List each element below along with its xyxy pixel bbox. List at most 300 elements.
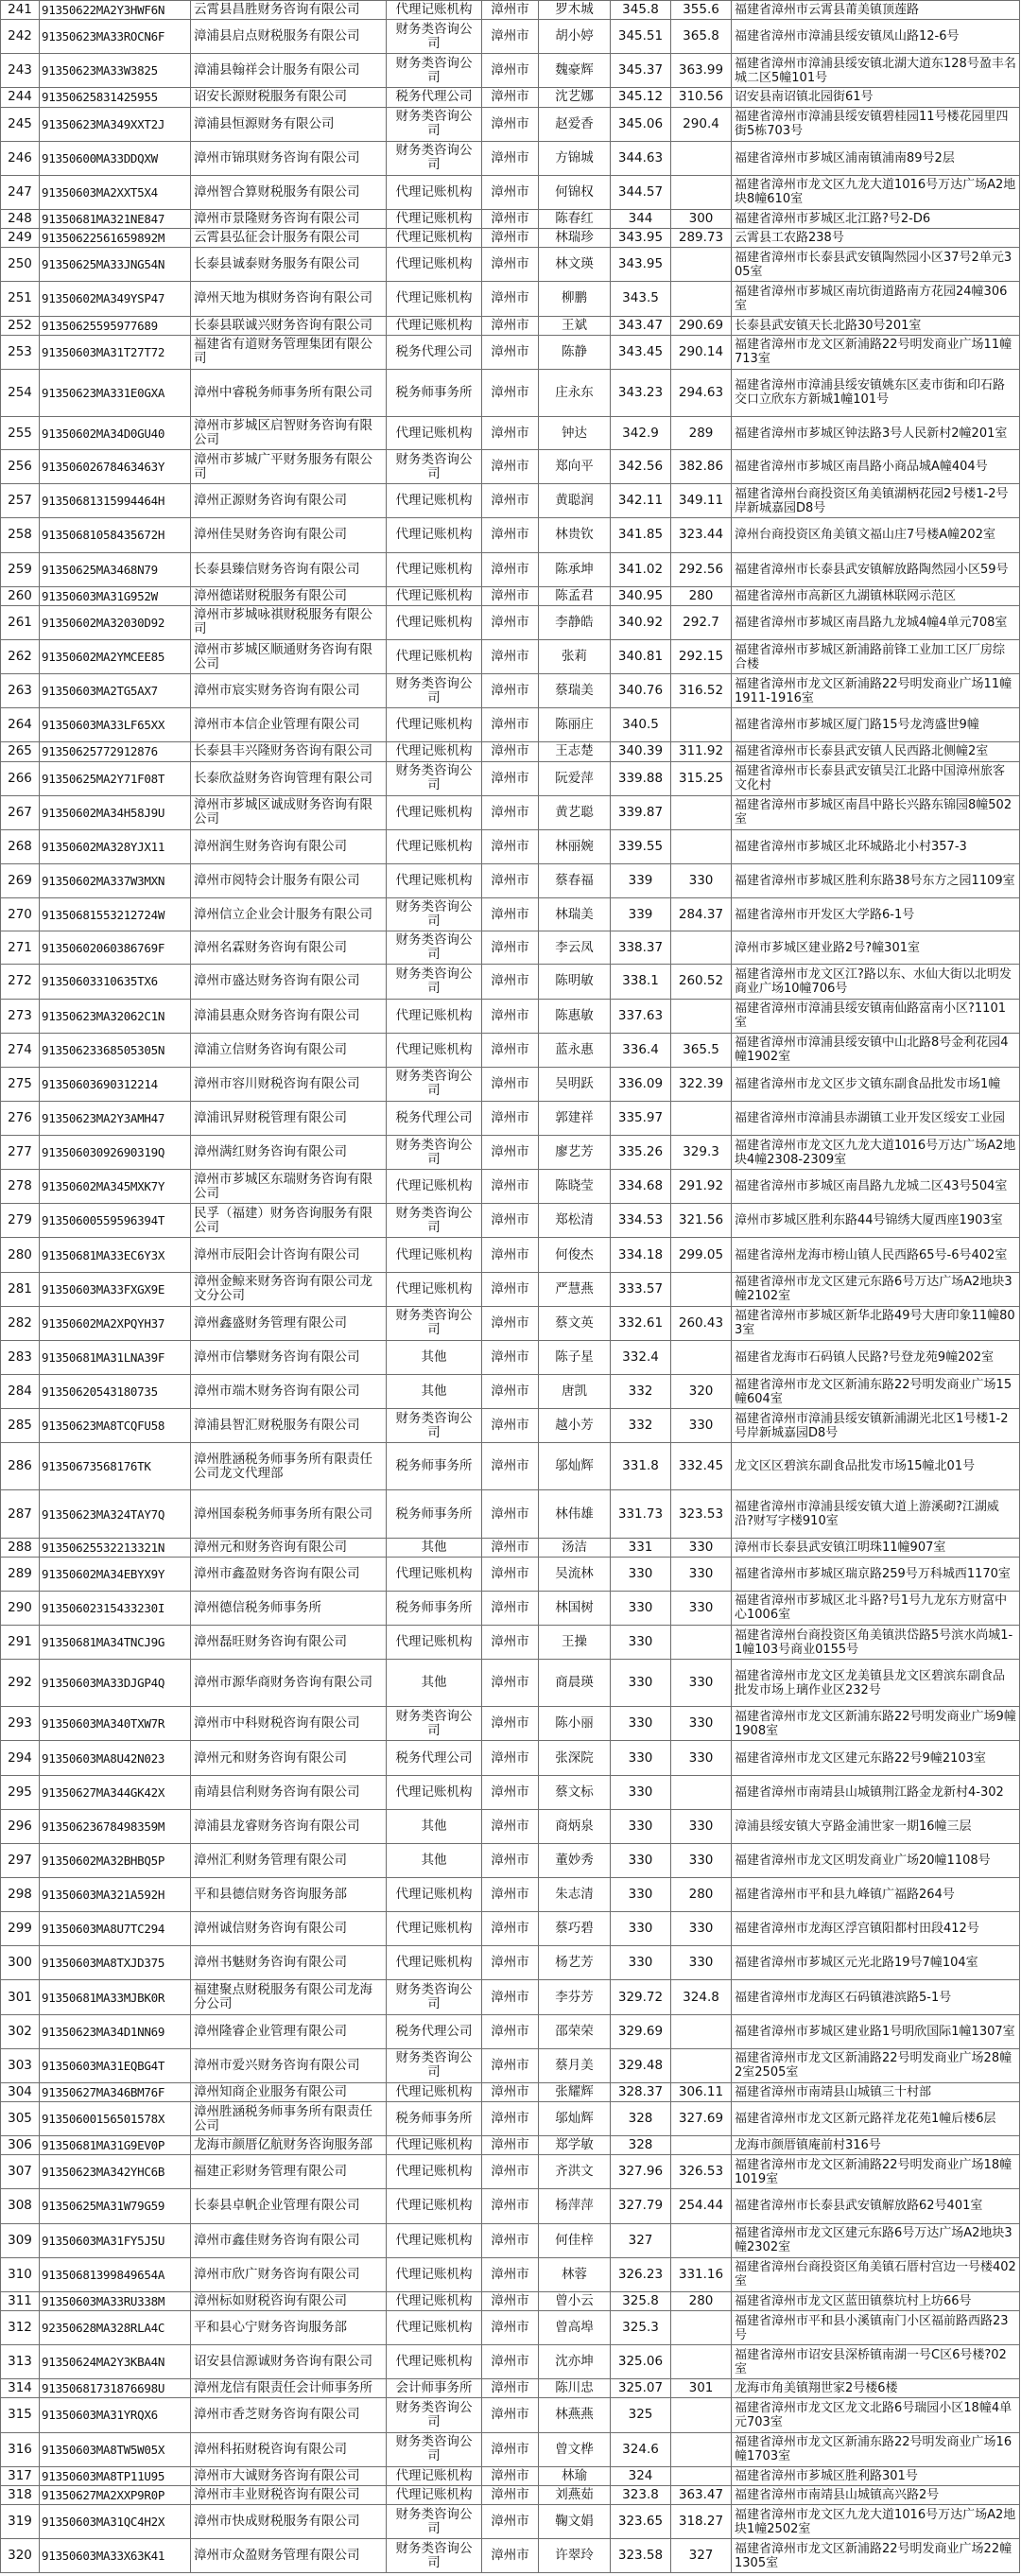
agency-type-cell: 财务类咨询公司 bbox=[387, 20, 482, 54]
score-secondary-cell: 365.8 bbox=[671, 20, 732, 54]
address-cell: 长泰县武安镇天长北路30号201室 bbox=[732, 316, 1020, 335]
agency-type-cell: 财务类咨询公司 bbox=[387, 2048, 482, 2082]
score-primary-cell: 342.11 bbox=[611, 484, 671, 518]
city-cell: 漳州市 bbox=[482, 2539, 539, 2573]
table-row bbox=[1, 2345, 1020, 2379]
score-primary-cell: 330 bbox=[611, 1557, 671, 1591]
table-row bbox=[1, 107, 1020, 141]
agency-type-cell: 代理记账机构 bbox=[387, 708, 482, 742]
contact-person-cell: 陈承坤 bbox=[539, 552, 611, 586]
address-cell: 福建省漳州市龙文区龙美镇县龙文区碧滨东副食品批发市场上璃作业区232号 bbox=[732, 1660, 1020, 1707]
score-primary-cell: 326.23 bbox=[611, 2257, 671, 2291]
agency-type-cell: 代理记账机构 bbox=[387, 2485, 482, 2504]
agency-type-cell: 财务类咨询公司 bbox=[387, 54, 482, 88]
score-secondary-cell bbox=[671, 2345, 732, 2379]
score-primary-cell: 344.63 bbox=[611, 141, 671, 175]
table-row bbox=[1, 2398, 1020, 2432]
score-secondary-cell: 331.16 bbox=[671, 2257, 732, 2291]
contact-person-cell: 陈静 bbox=[539, 335, 611, 369]
credit-code-cell: 91350623MA32062C1N bbox=[40, 999, 191, 1033]
contact-person-cell: 沈亦坤 bbox=[539, 2345, 611, 2379]
city-cell: 漳州市 bbox=[482, 209, 539, 228]
credit-code-cell: 91350603MA8TW5W05X bbox=[40, 2432, 191, 2466]
row-index-cell: 278 bbox=[1, 1170, 40, 1204]
score-primary-cell: 332 bbox=[611, 1409, 671, 1443]
address-cell: 福建省漳州市芗城区北环城路北小村357-3 bbox=[732, 829, 1020, 863]
credit-code-cell: 91350681MA31G9EV0P bbox=[40, 2136, 191, 2155]
credit-code-cell: 91350603MA33DJGP4Q bbox=[40, 1660, 191, 1707]
company-name-cell: 漳州佳昊财务咨询有限公司 bbox=[191, 518, 387, 552]
city-cell: 漳州市 bbox=[482, 2014, 539, 2048]
credit-code-cell: 91350625772912876 bbox=[40, 742, 191, 761]
score-secondary-cell bbox=[671, 141, 732, 175]
company-name-cell: 漳州市辰阳会计咨询有限公司 bbox=[191, 1238, 387, 1272]
company-name-cell: 漳州市端木财务咨询有限公司 bbox=[191, 1375, 387, 1409]
address-cell: 福建省漳州市龙文区建元东路6号万达广场A2地块3幢2102室 bbox=[732, 1272, 1020, 1306]
score-primary-cell: 336.4 bbox=[611, 1033, 671, 1067]
score-primary-cell: 324 bbox=[611, 2466, 671, 2485]
row-index-cell: 312 bbox=[1, 2310, 40, 2344]
table-row bbox=[1, 1809, 1020, 1843]
agency-type-cell: 代理记账机构 bbox=[387, 863, 482, 897]
city-cell: 漳州市 bbox=[482, 282, 539, 316]
score-secondary-cell bbox=[671, 1626, 732, 1660]
company-name-cell: 漳州市欣广财务咨询有限公司 bbox=[191, 2257, 387, 2291]
row-index-cell: 281 bbox=[1, 1272, 40, 1306]
company-name-cell: 漳州市源华商财务咨询有限公司 bbox=[191, 1660, 387, 1707]
score-secondary-cell: 327.69 bbox=[671, 2102, 732, 2136]
score-secondary-cell: 301 bbox=[671, 2379, 732, 2398]
city-cell: 漳州市 bbox=[482, 2223, 539, 2257]
score-primary-cell: 342.56 bbox=[611, 450, 671, 484]
score-secondary-cell: 321.56 bbox=[671, 1204, 732, 1238]
row-index-cell: 301 bbox=[1, 1980, 40, 2014]
score-primary-cell: 330 bbox=[611, 1809, 671, 1843]
score-secondary-cell: 330 bbox=[671, 1591, 732, 1625]
company-name-cell: 漳浦县龙睿财务咨询有限公司 bbox=[191, 1809, 387, 1843]
score-primary-cell: 345.37 bbox=[611, 54, 671, 88]
agency-type-cell: 税务师事务所 bbox=[387, 2102, 482, 2136]
score-secondary-cell: 330 bbox=[671, 1660, 732, 1707]
agency-type-cell: 税务代理公司 bbox=[387, 88, 482, 107]
row-index-cell: 310 bbox=[1, 2257, 40, 2291]
address-cell: 福建省漳州市龙文区新浦东路22号明发商业广场16幢1703室 bbox=[732, 2432, 1020, 2466]
agency-type-cell: 其他 bbox=[387, 1660, 482, 1707]
row-index-cell: 276 bbox=[1, 1101, 40, 1135]
company-name-cell: 云霄县弘征会计服务有限公司 bbox=[191, 229, 387, 248]
company-name-cell: 漳浦县翰祥会计服务有限公司 bbox=[191, 54, 387, 88]
credit-code-cell: 91350625532213321N bbox=[40, 1538, 191, 1557]
agency-type-cell: 代理记账机构 bbox=[387, 2345, 482, 2379]
credit-code-cell: 91350603MA31QC4H2X bbox=[40, 2504, 191, 2538]
table-row bbox=[1, 2485, 1020, 2504]
score-primary-cell: 330 bbox=[611, 1912, 671, 1946]
city-cell: 漳州市 bbox=[482, 2189, 539, 2223]
table-row bbox=[1, 2257, 1020, 2291]
company-name-cell: 漳浦讯昇财税管理有限公司 bbox=[191, 1101, 387, 1135]
company-name-cell: 漳州市芗城区顺通财务咨询有限公司 bbox=[191, 639, 387, 673]
score-secondary-cell bbox=[671, 2014, 732, 2048]
table-row bbox=[1, 2102, 1020, 2136]
company-name-cell: 漳州市芗城咏祺财税服务有限公司 bbox=[191, 605, 387, 639]
address-cell: 福建省漳州市漳浦县绥安镇碧桂园11号楼花园里四街5栋703号 bbox=[732, 107, 1020, 141]
table-row bbox=[1, 450, 1020, 484]
credit-code-cell: 91350623MA8TCQFU58 bbox=[40, 1409, 191, 1443]
address-cell: 福建省漳州市龙海区浮宫镇阳都村田段412号 bbox=[732, 1912, 1020, 1946]
score-primary-cell: 341.85 bbox=[611, 518, 671, 552]
score-secondary-cell: 382.86 bbox=[671, 450, 732, 484]
table-row bbox=[1, 1741, 1020, 1775]
contact-person-cell: 林伟雄 bbox=[539, 1490, 611, 1538]
company-name-cell: 漳州润生财务咨询有限公司 bbox=[191, 829, 387, 863]
score-secondary-cell: 280 bbox=[671, 2291, 732, 2310]
agency-type-cell: 财务类咨询公司 bbox=[387, 2398, 482, 2432]
row-index-cell: 285 bbox=[1, 1409, 40, 1443]
credit-code-cell: 91350603690312214 bbox=[40, 1067, 191, 1101]
address-cell: 福建省漳州市漳浦县绥安镇中山北路8号金利花园4幢1902室 bbox=[732, 1033, 1020, 1067]
contact-person-cell: 王操 bbox=[539, 1626, 611, 1660]
agency-type-cell: 财务类咨询公司 bbox=[387, 674, 482, 708]
table-body bbox=[1, 1, 1020, 2573]
contact-person-cell: 齐洪文 bbox=[539, 2155, 611, 2189]
address-cell: 福建省漳州市长泰县武安镇吴江北路中国漳州旅客文化村 bbox=[732, 761, 1020, 795]
row-index-cell: 271 bbox=[1, 931, 40, 965]
score-primary-cell: 345.06 bbox=[611, 107, 671, 141]
score-primary-cell: 323.65 bbox=[611, 2504, 671, 2538]
row-index-cell: 280 bbox=[1, 1238, 40, 1272]
table-row bbox=[1, 416, 1020, 449]
score-secondary-cell: 320 bbox=[671, 1375, 732, 1409]
row-index-cell: 315 bbox=[1, 2398, 40, 2432]
credit-code-cell: 91350681731876698U bbox=[40, 2379, 191, 2398]
credit-code-cell: 91350602MA34D0GU40 bbox=[40, 416, 191, 449]
table-row bbox=[1, 708, 1020, 742]
credit-code-cell: 91350603MA31YRQX6 bbox=[40, 2398, 191, 2432]
agency-type-cell: 其他 bbox=[387, 1809, 482, 1843]
city-cell: 漳州市 bbox=[482, 2432, 539, 2466]
row-index-cell: 319 bbox=[1, 2504, 40, 2538]
company-name-cell: 长泰县诚泰财务服务有限公司 bbox=[191, 248, 387, 282]
table-row bbox=[1, 1878, 1020, 1912]
city-cell: 漳州市 bbox=[482, 2398, 539, 2432]
row-index-cell: 248 bbox=[1, 209, 40, 228]
agency-type-cell: 税务师事务所 bbox=[387, 1490, 482, 1538]
score-primary-cell: 343.47 bbox=[611, 316, 671, 335]
table-row bbox=[1, 1626, 1020, 1660]
row-index-cell: 243 bbox=[1, 54, 40, 88]
score-primary-cell: 345.51 bbox=[611, 20, 671, 54]
credit-code-cell: 91350681MA33EC6Y3X bbox=[40, 1238, 191, 1272]
company-name-cell: 漳浦县惠众财务咨询有限公司 bbox=[191, 999, 387, 1033]
address-cell: 福建省漳州市漳浦县绥安镇南仙路富南小区?1101室 bbox=[732, 999, 1020, 1033]
table-row bbox=[1, 2136, 1020, 2155]
address-cell: 福建省漳州市开发区大学路6-1号 bbox=[732, 898, 1020, 931]
table-row bbox=[1, 761, 1020, 795]
city-cell: 漳州市 bbox=[482, 2102, 539, 2136]
table-row bbox=[1, 1946, 1020, 1980]
address-cell: 福建省漳州龙海市榜山镇人民西路65号-6号402室 bbox=[732, 1238, 1020, 1272]
row-index-cell: 306 bbox=[1, 2136, 40, 2155]
address-cell: 漳州市芗城区胜利东路44号锦绣大厦西座1903室 bbox=[732, 1204, 1020, 1238]
score-secondary-cell: 316.52 bbox=[671, 674, 732, 708]
agency-type-cell: 代理记账机构 bbox=[387, 2136, 482, 2155]
agency-type-cell: 财务类咨询公司 bbox=[387, 761, 482, 795]
company-name-cell: 漳州市丰业财税咨询有限公司 bbox=[191, 2485, 387, 2504]
contact-person-cell: 蔡月美 bbox=[539, 2048, 611, 2082]
contact-person-cell: 林瑞珍 bbox=[539, 229, 611, 248]
agency-type-cell: 代理记账机构 bbox=[387, 1238, 482, 1272]
agency-type-cell: 财务类咨询公司 bbox=[387, 898, 482, 931]
table-row bbox=[1, 2048, 1020, 2082]
city-cell: 漳州市 bbox=[482, 1775, 539, 1809]
address-cell: 福建省漳州台商投资区角美镇洪岱路5号滨水尚城1-1幢103号商业0155号 bbox=[732, 1626, 1020, 1660]
city-cell: 漳州市 bbox=[482, 484, 539, 518]
agency-type-cell: 财务类咨询公司 bbox=[387, 2539, 482, 2573]
company-name-cell: 漳州国泰税务师事务所有限公司 bbox=[191, 1490, 387, 1538]
credit-code-cell: 91350625MA2Y71F08T bbox=[40, 761, 191, 795]
company-name-cell: 漳州市鑫盈财务咨询有限公司 bbox=[191, 1557, 387, 1591]
score-secondary-cell: 330 bbox=[671, 1741, 732, 1775]
contact-person-cell: 唐凯 bbox=[539, 1375, 611, 1409]
credit-code-cell: 91350627MA346BM76F bbox=[40, 2082, 191, 2101]
row-index-cell: 307 bbox=[1, 2155, 40, 2189]
score-secondary-cell: 330 bbox=[671, 1538, 732, 1557]
company-name-cell: 南靖县信利财务咨询有限公司 bbox=[191, 1775, 387, 1809]
table-row bbox=[1, 54, 1020, 88]
city-cell: 漳州市 bbox=[482, 316, 539, 335]
contact-person-cell: 黄聪润 bbox=[539, 484, 611, 518]
company-name-cell: 福建聚点财税服务有限公司龙海分公司 bbox=[191, 1980, 387, 2014]
city-cell: 漳州市 bbox=[482, 1626, 539, 1660]
address-cell: 福建省漳州市龙文区新浦路22号明发商业广场11幢713室 bbox=[732, 335, 1020, 369]
credit-code-cell: 91350627MA2XXP9R0P bbox=[40, 2485, 191, 2504]
city-cell: 漳州市 bbox=[482, 795, 539, 829]
company-name-cell: 漳州市容川财税咨询有限公司 bbox=[191, 1067, 387, 1101]
city-cell: 漳州市 bbox=[482, 2485, 539, 2504]
address-cell: 福建省漳州市诏安县深桥镇南湖一号C区6号楼?02室 bbox=[732, 2345, 1020, 2379]
city-cell: 漳州市 bbox=[482, 2504, 539, 2538]
row-index-cell: 295 bbox=[1, 1775, 40, 1809]
agency-type-cell: 财务类咨询公司 bbox=[387, 1067, 482, 1101]
contact-person-cell: 刘燕茹 bbox=[539, 2485, 611, 2504]
agency-type-cell: 代理记账机构 bbox=[387, 552, 482, 586]
city-cell: 漳州市 bbox=[482, 88, 539, 107]
credit-code-cell: 91350681399849654A bbox=[40, 2257, 191, 2291]
contact-person-cell: 商晨瑛 bbox=[539, 1660, 611, 1707]
table-row bbox=[1, 518, 1020, 552]
score-primary-cell: 336.09 bbox=[611, 1067, 671, 1101]
company-name-cell: 漳州知商企业服务有限公司 bbox=[191, 2082, 387, 2101]
contact-person-cell: 杨萍萍 bbox=[539, 2189, 611, 2223]
credit-code-cell: 91350627MA344GK42X bbox=[40, 1775, 191, 1809]
address-cell: 福建省漳州市龙文区新浦东路22号明发商业广场9幢1908室 bbox=[732, 1707, 1020, 1741]
table-row bbox=[1, 2189, 1020, 2223]
agency-type-cell: 财务类咨询公司 bbox=[387, 965, 482, 999]
row-index-cell: 282 bbox=[1, 1306, 40, 1340]
credit-code-cell: 91350603MA2TG5AX7 bbox=[40, 674, 191, 708]
company-name-cell: 漳州市爱兴财务咨询有限公司 bbox=[191, 2048, 387, 2082]
table-row bbox=[1, 1443, 1020, 1490]
score-secondary-cell: 260.43 bbox=[671, 1306, 732, 1340]
row-index-cell: 287 bbox=[1, 1490, 40, 1538]
agency-type-cell: 代理记账机构 bbox=[387, 209, 482, 228]
credit-code-cell: 91350603MA340TXW7R bbox=[40, 1707, 191, 1741]
city-cell: 漳州市 bbox=[482, 450, 539, 484]
table-row bbox=[1, 484, 1020, 518]
city-cell: 漳州市 bbox=[482, 1809, 539, 1843]
table-row bbox=[1, 1707, 1020, 1741]
city-cell: 漳州市 bbox=[482, 605, 539, 639]
agency-type-cell: 代理记账机构 bbox=[387, 1946, 482, 1980]
agency-type-cell: 财务类咨询公司 bbox=[387, 1204, 482, 1238]
address-cell: 福建省漳州市长泰县武安镇人民西路北侧幢2室 bbox=[732, 742, 1020, 761]
address-cell: 福建省漳州市芗城区南昌路九龙城二区43号504室 bbox=[732, 1170, 1020, 1204]
address-cell: 福建省漳州市龙文区建元东路6号万达广场A2地块3幢2302室 bbox=[732, 2223, 1020, 2257]
address-cell: 福建省漳州市漳浦县赤湖镇工业开发区绥安工业园 bbox=[732, 1101, 1020, 1135]
agency-type-cell: 代理记账机构 bbox=[387, 2466, 482, 2485]
company-name-cell: 长泰欣益财务咨询管理有限公司 bbox=[191, 761, 387, 795]
address-cell: 福建省漳州市芗城区浦南镇浦南89号2层 bbox=[732, 141, 1020, 175]
score-primary-cell: 341.02 bbox=[611, 552, 671, 586]
score-primary-cell: 330 bbox=[611, 1878, 671, 1912]
row-index-cell: 305 bbox=[1, 2102, 40, 2136]
score-secondary-cell bbox=[671, 2223, 732, 2257]
address-cell: 福建省漳州市芗城区新华北路49号大唐印象11幢803室 bbox=[732, 1306, 1020, 1340]
agency-type-cell: 财务类咨询公司 bbox=[387, 931, 482, 965]
score-secondary-cell bbox=[671, 999, 732, 1033]
contact-person-cell: 严慧燕 bbox=[539, 1272, 611, 1306]
credit-code-cell: 91350602678463463Y bbox=[40, 450, 191, 484]
contact-person-cell: 郑松清 bbox=[539, 1204, 611, 1238]
credit-code-cell: 91350603310635TX6 bbox=[40, 965, 191, 999]
score-secondary-cell: 289.73 bbox=[671, 229, 732, 248]
score-secondary-cell: 330 bbox=[671, 1557, 732, 1591]
contact-person-cell: 吴流林 bbox=[539, 1557, 611, 1591]
address-cell: 福建省漳州市漳浦县绥安镇凤山路12-6号 bbox=[732, 20, 1020, 54]
contact-person-cell: 蔡春福 bbox=[539, 863, 611, 897]
agency-type-cell: 会计师事务所 bbox=[387, 2379, 482, 2398]
score-secondary-cell bbox=[671, 2466, 732, 2485]
company-name-cell: 诏安县信源诚财务咨询有限公司 bbox=[191, 2345, 387, 2379]
agency-type-cell: 代理记账机构 bbox=[387, 999, 482, 1033]
credit-code-cell: 91350623MA2Y3AMH47 bbox=[40, 1101, 191, 1135]
score-secondary-cell bbox=[671, 1340, 732, 1374]
table-row bbox=[1, 931, 1020, 965]
score-primary-cell: 328 bbox=[611, 2136, 671, 2155]
city-cell: 漳州市 bbox=[482, 1912, 539, 1946]
row-index-cell: 242 bbox=[1, 20, 40, 54]
city-cell: 漳州市 bbox=[482, 1741, 539, 1775]
contact-person-cell: 罗木城 bbox=[539, 1, 611, 20]
table-row bbox=[1, 88, 1020, 107]
agency-type-cell: 代理记账机构 bbox=[387, 1878, 482, 1912]
company-name-cell: 漳浦县启点财税服务有限公司 bbox=[191, 20, 387, 54]
company-name-cell: 漳州市芗城广平财务服务有限公司 bbox=[191, 450, 387, 484]
row-index-cell: 255 bbox=[1, 416, 40, 449]
credit-code-cell: 91350600559596394T bbox=[40, 1204, 191, 1238]
contact-person-cell: 蔡巧碧 bbox=[539, 1912, 611, 1946]
company-name-cell: 漳州市香芝财务咨询有限公司 bbox=[191, 2398, 387, 2432]
table-row bbox=[1, 674, 1020, 708]
city-cell: 漳州市 bbox=[482, 20, 539, 54]
contact-person-cell: 沈艺娜 bbox=[539, 88, 611, 107]
row-index-cell: 267 bbox=[1, 795, 40, 829]
score-primary-cell: 343.23 bbox=[611, 369, 671, 416]
address-cell: 福建省漳州市龙文区新浦东路22号明发商业广场15幢604室 bbox=[732, 1375, 1020, 1409]
score-primary-cell: 338.1 bbox=[611, 965, 671, 999]
score-primary-cell: 323.58 bbox=[611, 2539, 671, 2573]
row-index-cell: 274 bbox=[1, 1033, 40, 1067]
contact-person-cell: 陈惠敏 bbox=[539, 999, 611, 1033]
table-row bbox=[1, 795, 1020, 829]
address-cell: 福建省漳州市龙海区石码镇港滨路5-1号 bbox=[732, 1980, 1020, 2014]
company-name-cell: 福建正彩财务管理有限公司 bbox=[191, 2155, 387, 2189]
agency-type-cell: 代理记账机构 bbox=[387, 1775, 482, 1809]
table-row bbox=[1, 552, 1020, 586]
score-secondary-cell: 349.11 bbox=[671, 484, 732, 518]
table-row bbox=[1, 2082, 1020, 2101]
contact-person-cell: 张耀辉 bbox=[539, 2082, 611, 2101]
contact-person-cell: 陈子星 bbox=[539, 1340, 611, 1374]
city-cell: 漳州市 bbox=[482, 1443, 539, 1490]
score-primary-cell: 340.5 bbox=[611, 708, 671, 742]
agency-type-cell: 代理记账机构 bbox=[387, 229, 482, 248]
company-name-cell: 漳州市宸实财务咨询有限公司 bbox=[191, 674, 387, 708]
company-name-cell: 平和县德信财务咨询服务部 bbox=[191, 1878, 387, 1912]
city-cell: 漳州市 bbox=[482, 1557, 539, 1591]
city-cell: 漳州市 bbox=[482, 416, 539, 449]
agency-type-cell: 财务类咨询公司 bbox=[387, 1980, 482, 2014]
agency-type-cell: 税务代理公司 bbox=[387, 1101, 482, 1135]
score-primary-cell: 323.8 bbox=[611, 2485, 671, 2504]
credit-code-cell: 91350603MA33LF65XX bbox=[40, 708, 191, 742]
company-name-cell: 长泰县臻信财务咨询有限公司 bbox=[191, 552, 387, 586]
score-primary-cell: 345.12 bbox=[611, 88, 671, 107]
credit-code-cell: 91350602MA34H58J9U bbox=[40, 795, 191, 829]
table-row bbox=[1, 175, 1020, 209]
row-index-cell: 252 bbox=[1, 316, 40, 335]
score-secondary-cell: 329.3 bbox=[671, 1136, 732, 1170]
score-secondary-cell bbox=[671, 1101, 732, 1135]
agency-type-cell: 财务类咨询公司 bbox=[387, 1306, 482, 1340]
score-secondary-cell bbox=[671, 248, 732, 282]
table-row bbox=[1, 2539, 1020, 2573]
row-index-cell: 241 bbox=[1, 1, 40, 20]
score-secondary-cell bbox=[671, 829, 732, 863]
score-primary-cell: 339.87 bbox=[611, 795, 671, 829]
row-index-cell: 251 bbox=[1, 282, 40, 316]
agency-type-cell: 代理记账机构 bbox=[387, 518, 482, 552]
score-secondary-cell: 310.56 bbox=[671, 88, 732, 107]
score-primary-cell: 329.69 bbox=[611, 2014, 671, 2048]
city-cell: 漳州市 bbox=[482, 1660, 539, 1707]
table-row bbox=[1, 1375, 1020, 1409]
score-primary-cell: 344 bbox=[611, 209, 671, 228]
company-name-cell: 平和县心宁财务咨询服务部 bbox=[191, 2310, 387, 2344]
score-secondary-cell: 291.92 bbox=[671, 1170, 732, 1204]
table-row bbox=[1, 1660, 1020, 1707]
agency-type-cell: 财务类咨询公司 bbox=[387, 450, 482, 484]
row-index-cell: 303 bbox=[1, 2048, 40, 2082]
agency-type-cell: 财务类咨询公司 bbox=[387, 1136, 482, 1170]
address-cell: 福建省漳州市龙文区蓝田镇蔡坑村上坊66号 bbox=[732, 2291, 1020, 2310]
address-cell: 福建省漳州市芗城区南昌中路长兴路东锦园8幢502室 bbox=[732, 795, 1020, 829]
score-primary-cell: 344.57 bbox=[611, 175, 671, 209]
credit-code-cell: 91350602MA2XPQYH37 bbox=[40, 1306, 191, 1340]
row-index-cell: 273 bbox=[1, 999, 40, 1033]
score-secondary-cell: 323.44 bbox=[671, 518, 732, 552]
address-cell: 福建省漳州市龙文区建元东路22号9幢2103室 bbox=[732, 1741, 1020, 1775]
